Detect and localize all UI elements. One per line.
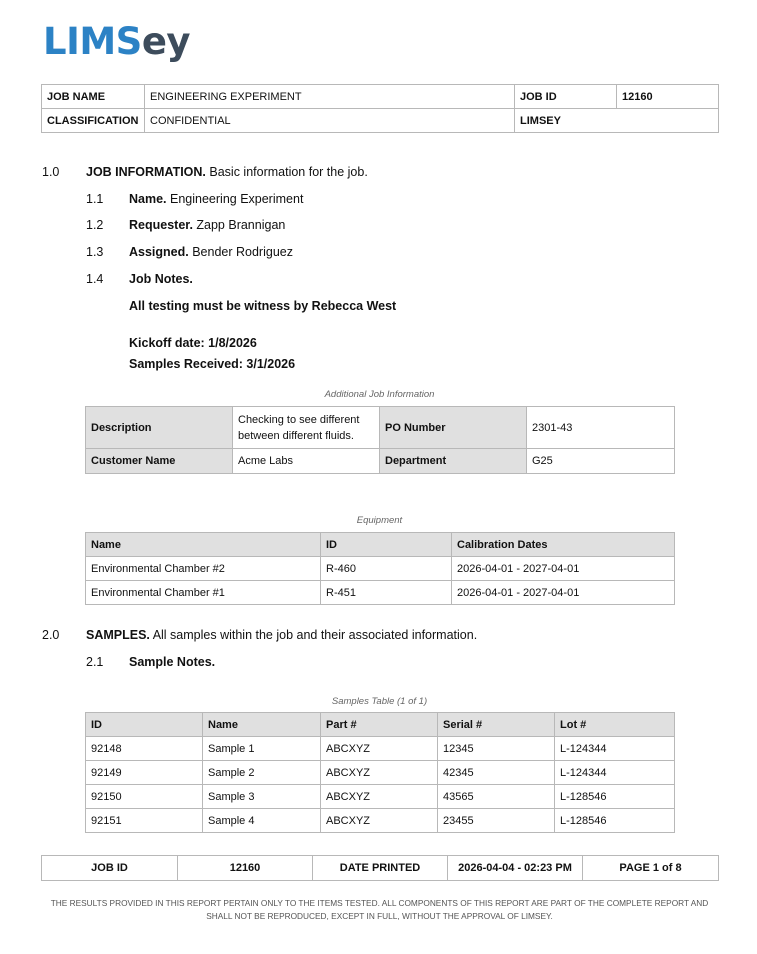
logo-text-ey: ey [141,20,191,63]
table-row [86,449,675,474]
additional-info-caption: Additional Job Information [324,389,435,400]
classification-label: CLASSIFICATION [42,109,145,133]
item-number: 1.2 [86,218,104,232]
column-header: Part # [321,713,438,737]
item-value: Zapp Brannigan [192,218,286,232]
footer-row [42,856,719,881]
cell: 23455 [438,809,555,833]
table-header-row [86,533,675,557]
org-name: LIMSEY [515,109,719,133]
cell: 92148 [86,737,203,761]
cell: Environmental Chamber #2 [86,557,321,581]
table-row [86,557,675,581]
samples-table [85,712,675,833]
cell: ABCXYZ [321,809,438,833]
samples-caption: Samples Table (1 of 1) [331,696,428,707]
job-id-value: 12160 [617,85,719,109]
cell: 2026-04-01 - 2027-04-01 [452,557,675,581]
item-label: Name. [129,192,167,206]
page-footer-table [41,855,719,881]
header-row-classification [42,109,719,133]
footer-job-id-label: JOB ID [42,856,178,881]
item-number: 1.3 [86,245,104,259]
job-name-value: ENGINEERING EXPERIMENT [145,85,515,109]
table-row [86,737,675,761]
column-header: Name [86,533,321,557]
cell: L-124344 [555,737,675,761]
logo-text-lims: LIMS [43,20,142,63]
column-header: Lot # [555,713,675,737]
equipment-table [85,532,675,605]
cell: Sample 3 [203,785,321,809]
cell: L-124344 [555,761,675,785]
cell: L-128546 [555,809,675,833]
cell: Sample 4 [203,809,321,833]
cell: 92150 [86,785,203,809]
cell: ABCXYZ [321,737,438,761]
table-row [86,809,675,833]
footer-date-value: 2026-04-04 - 02:23 PM [448,856,583,881]
cell: Environmental Chamber #1 [86,581,321,605]
item-number: 1.1 [86,192,104,206]
cell-value: Checking to see different between different fluids. [233,407,380,449]
cell-label: Customer Name [86,449,233,474]
section-number: 2.0 [42,628,60,642]
cell-label: Department [380,449,527,474]
cell: R-460 [321,557,452,581]
item-label: Job Notes. [129,272,193,286]
cell-value: 2301-43 [527,407,675,449]
table-row [86,785,675,809]
cell: 92151 [86,809,203,833]
footer-disclaimer: THE RESULTS PROVIDED IN THIS REPORT PERTAIN ONLY TO THE ITEMS TESTED. ALL COMPONENTS OF THIS REPORT ARE PART OF THE COMPLETE REPORT AND SHALL NOT BE REPRODUCED, EXCEPT IN FULL, WITHOUT THE APPROVAL OF LIMSEY. [50,898,709,921]
cell: Sample 1 [203,737,321,761]
table-row [86,761,675,785]
item-value: Bender Rodriguez [188,245,293,259]
job-name-label: JOB NAME [42,85,145,109]
cell: ABCXYZ [321,785,438,809]
item-label: Assigned. [129,245,189,259]
cell: 92149 [86,761,203,785]
cell: ABCXYZ [321,761,438,785]
cell: 2026-04-01 - 2027-04-01 [452,581,675,605]
section-description: Basic information for the job. [205,165,368,179]
column-header: ID [321,533,452,557]
table-row [86,581,675,605]
cell: L-128546 [555,785,675,809]
cell-value: G25 [527,449,675,474]
table-row [86,407,675,449]
cell: 43565 [438,785,555,809]
item-number: 1.4 [86,272,104,286]
cell: 42345 [438,761,555,785]
job-header-table [41,84,719,133]
cell: R-451 [321,581,452,605]
cell-label: PO Number [380,407,527,449]
classification-value: CONFIDENTIAL [145,109,515,133]
column-header: Calibration Dates [452,533,675,557]
header-row-job [42,85,719,109]
item-label: Sample Notes. [129,655,216,669]
table-header-row [86,713,675,737]
cell: 12345 [438,737,555,761]
cell-label: Description [86,407,233,449]
footer-job-id-value: 12160 [178,856,313,881]
column-header: ID [86,713,203,737]
job-note-kickoff [129,335,257,351]
note-text: Kickoff date: 1/8/2026 [129,336,257,350]
note-text: All testing must be witness by Rebecca West [129,299,397,313]
section-number: 1.0 [42,165,60,179]
section-title: SAMPLES. [86,628,150,642]
note-text: Samples Received: 3/1/2026 [129,357,296,371]
job-id-label: JOB ID [515,85,617,109]
column-header: Name [203,713,321,737]
item-number: 2.1 [86,655,104,669]
limsey-logo [43,22,190,62]
cell-value: Acme Labs [233,449,380,474]
footer-date-label: DATE PRINTED [313,856,448,881]
cell: Sample 2 [203,761,321,785]
job-note-witness [129,298,396,314]
equipment-caption: Equipment [356,515,403,526]
column-header: Serial # [438,713,555,737]
job-note-received [129,356,295,372]
section-description: All samples within the job and their associated information. [149,628,478,642]
section-title: JOB INFORMATION. [86,165,206,179]
item-label: Requester. [129,218,193,232]
item-value: Engineering Experiment [166,192,304,206]
additional-info-table [85,406,675,474]
footer-page-number: PAGE 1 of 8 [583,856,719,881]
